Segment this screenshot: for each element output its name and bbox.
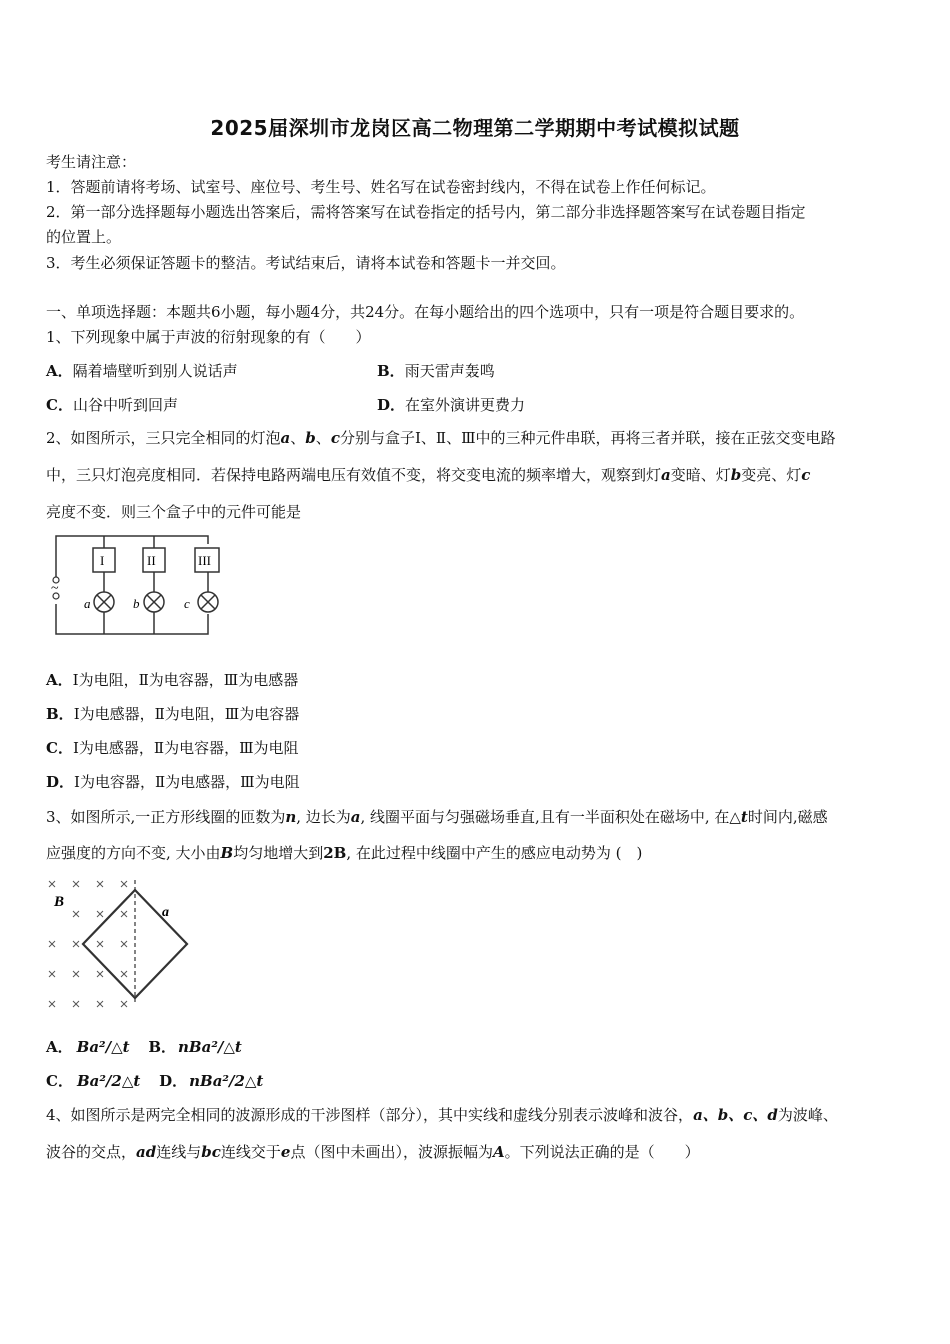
q3-stem-line1: 3、如图所示,一正方形线圈的匝数为n, 边长为a, 线圈平面与匀强磁场垂直,且有一半面积处在磁场中, 在△t时间内,磁感 [46,808,828,826]
option-letter: B． [377,362,405,380]
notice-item-2-cont: 的位置上。 [46,228,122,246]
q1-stem: 1、下列现象中属于声波的衍射现象的有（ ） [46,328,371,346]
option-letter: C． [46,396,73,414]
q3-coil-diagram [44,874,194,1010]
q3-option-a[interactable]: A． Ba²/△t [46,1038,130,1056]
q3-options-row1 [46,1036,242,1058]
lamp-c-label: c [184,596,190,611]
box-3-label: III [198,553,211,568]
option-text: Ⅰ为电感器，Ⅱ为电阻，Ⅲ为电容器 [73,705,300,723]
option-letter: A． [46,671,73,689]
q4-stem-line1: 4、如图所示是两完全相同的波源形成的干涉图样（部分），其中实线和虚线分别表示波峰和波谷，a、b、c、d为波峰、 [46,1106,838,1124]
option-letter: A． [46,362,73,380]
q3-option-c[interactable]: C． Ba²/2△t [46,1072,141,1090]
notice-item-1: 1．答题前请将考场、试室号、座位号、考生号、姓名写在试卷密封线内，不得在试卷上作任何标记。 [46,178,716,196]
option-letter: B． [46,705,74,723]
q2-circuit-diagram [44,532,224,642]
q2-stem-line1: 2、如图所示，三只完全相同的灯泡a、b、c分别与盒子Ⅰ、Ⅱ、Ⅲ中的三种元件串联，再将三者并联，接在正弦交变电路 [46,429,836,447]
box-1-label: I [100,553,105,568]
option-letter: D． [46,773,75,791]
lamp-b-label: b [133,596,140,611]
q2-option-a[interactable] [46,669,298,691]
option-letter: C． [46,739,73,757]
option-text: 雨天雷声轰鸣 [404,362,495,380]
q4-stem-line2: 波谷的交点，ad连线与bc连线交于e点（图中未画出），波源振幅为A。下列说法正确的是（ ） [46,1143,700,1161]
lamp-c-icon [198,592,218,612]
field-label: B [54,894,65,910]
box-2-label: II [147,553,156,568]
q2-option-c[interactable] [46,737,299,759]
q3-option-d[interactable]: D． nBa²/2△t [159,1072,264,1090]
q2-stem-line3: 亮度不变．则三个盒子中的元件可能是 [46,503,302,521]
q3-options-row2 [46,1070,263,1092]
lamp-a-icon [94,592,114,612]
q1-option-d[interactable] [377,394,525,416]
q3-stem-line2: 应强度的方向不变, 大小由B均匀地增大到2B, 在此过程中线圈中产生的感应电动势为 ( ) [46,844,643,862]
option-text: 隔着墙壁听到别人说话声 [72,362,238,380]
ac-source-symbol: ~ [51,581,59,596]
option-letter: D． [377,396,406,414]
q2-option-d[interactable] [46,771,300,793]
q1-option-a[interactable] [46,360,238,382]
lamp-a-label: a [84,596,91,611]
notice-item-2: 2．第一部分选择题每小题选出答案后，需将答案写在试卷指定的括号内，第二部分非选择题答案写在试卷题目指定 [46,203,806,221]
section-heading: 一、单项选择题：本题共6小题，每小题4分，共24分。在每小题给出的四个选项中，只有一项是符合题目要求的。 [46,303,805,321]
side-length-label: a [162,905,169,920]
notice-item-3: 3．考生必须保证答题卡的整洁。考试结束后，请将本试卷和答题卡一并交回。 [46,254,566,272]
option-text: 在室外演讲更费力 [405,396,526,414]
page-title: 2025届深圳市龙岗区高二物理第二学期期中考试模拟试题 [210,116,740,140]
q3-option-b[interactable]: B． nBa²/△t [148,1038,242,1056]
q2-option-b[interactable] [46,703,299,725]
option-text: Ⅰ为电感器，Ⅱ为电容器，Ⅲ为电阻 [72,739,299,757]
notice-heading: 考生请注意： [46,153,137,171]
q1-option-b[interactable] [377,360,495,382]
q1-option-c[interactable] [46,394,178,416]
option-text: 山谷中听到回声 [72,396,178,414]
option-text: Ⅰ为电容器，Ⅱ为电感器，Ⅲ为电阻 [74,773,300,791]
lamp-b-icon [144,592,164,612]
q2-stem-line2: 中，三只灯泡亮度相同．若保持电路两端电压有效值不变，将交变电流的频率增大，观察到灯a变暗、灯b变亮、灯c [46,466,811,484]
option-text: Ⅰ为电阻，Ⅱ为电容器，Ⅲ为电感器 [72,671,299,689]
